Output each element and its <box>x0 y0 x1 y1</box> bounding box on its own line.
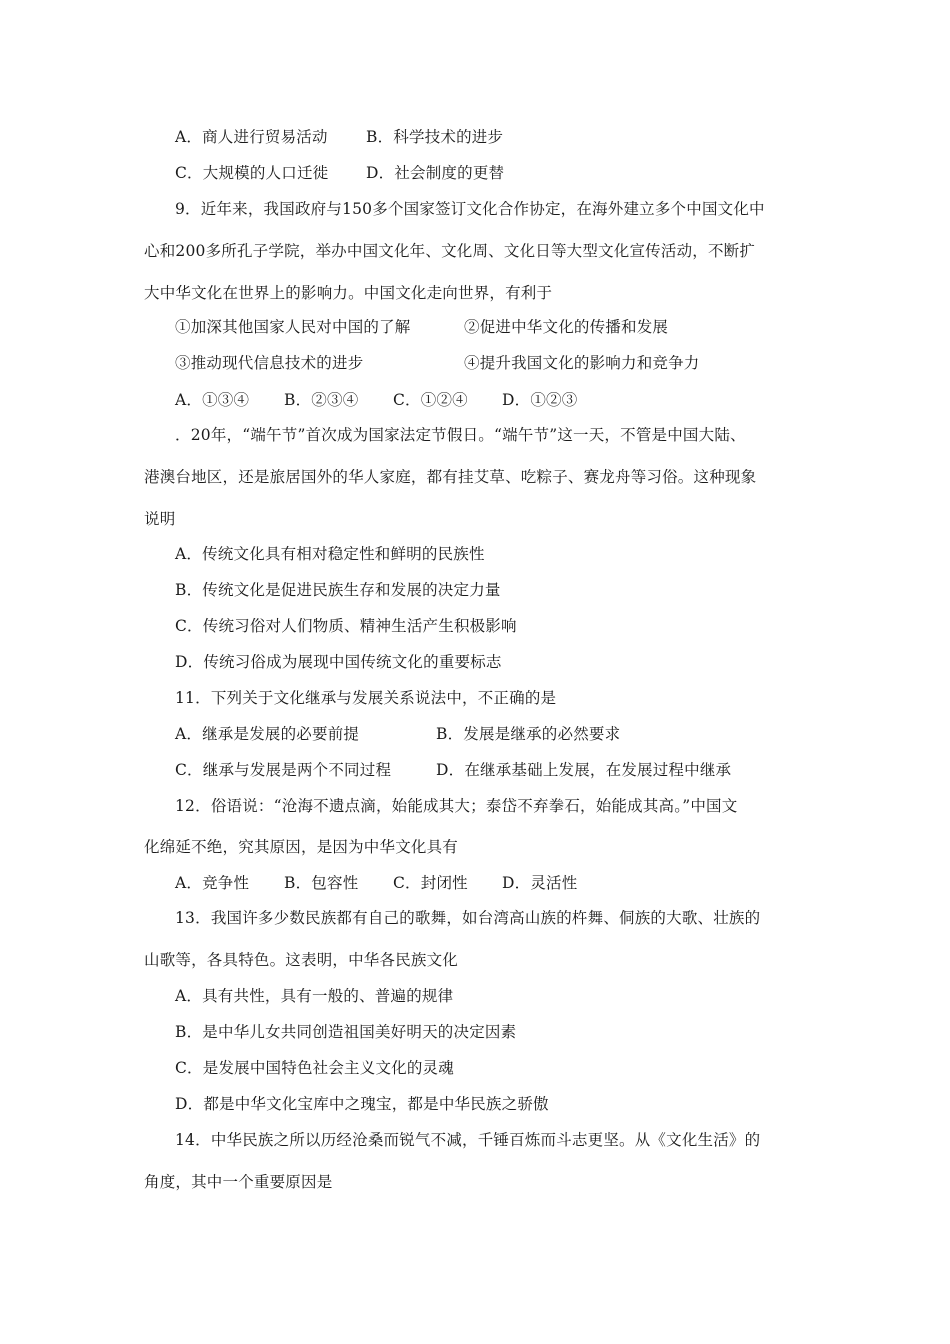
q13-option-a: A．具有共性，具有一般的、普遍的规律 <box>175 987 454 1005</box>
q11-stem-line-1: 11．下列关于文化继承与发展关系说法中，不正确的是 <box>175 689 557 707</box>
q12-option-b: B．包容性 <box>284 874 359 892</box>
q12-option-d: D．灵活性 <box>502 874 578 892</box>
q12-stem-line-1: 12．俗语说：“沧海不遗点滴，始能成其大；泰岱不弃拳石，始能成其高。”中国文 <box>175 797 738 815</box>
q13-option-b: B．是中华儿女共同创造祖国美好明天的决定因素 <box>175 1023 517 1041</box>
q9-stem-line-1: 9．近年来，我国政府与150多个国家签订文化合作协定，在海外建立多个中国文化中 <box>175 200 765 218</box>
q13-stem-line-1: 13．我国许多少数民族都有自己的歌舞，如台湾高山族的杵舞、侗族的大歌、壮族的 <box>175 909 761 927</box>
q8-option-b: B．科学技术的进步 <box>366 128 504 146</box>
q12-option-a: A．竞争性 <box>175 874 250 892</box>
q14-stem-line-1: 14．中华民族之所以历经沧桑而锐气不减，千锤百炼而斗志更坚。从《文化生活》的 <box>175 1131 761 1149</box>
q9-option-d: D．①②③ <box>502 391 578 409</box>
q10-option-a: A．传统文化具有相对稳定性和鲜明的民族性 <box>175 545 485 563</box>
q13-option-c: C．是发展中国特色社会主义文化的灵魂 <box>175 1059 454 1077</box>
q9-item-3: ③推动现代信息技术的进步 <box>175 354 364 372</box>
q11-option-d: D．在继承基础上发展，在发展过程中继承 <box>436 761 732 779</box>
q11-option-a: A．继承是发展的必要前提 <box>175 725 360 743</box>
q9-item-1: ①加深其他国家人民对中国的了解 <box>175 318 411 336</box>
q10-stem-line-1: ．20年，“端午节”首次成为国家法定节假日。“端午节”这一天，不管是中国大陆、 <box>175 426 746 444</box>
q12-option-c: C．封闭性 <box>393 874 468 892</box>
q10-option-d: D．传统习俗成为展现中国传统文化的重要标志 <box>175 653 502 671</box>
q13-stem-line-2: 山歌等，各具特色。这表明，中华各民族文化 <box>144 951 459 969</box>
q10-option-c: C．传统习俗对人们物质、精神生活产生积极影响 <box>175 617 517 635</box>
q9-option-a: A．①③④ <box>175 391 250 409</box>
q9-option-c: C．①②④ <box>393 391 468 409</box>
q8-option-c: C．大规模的人口迁徙 <box>175 164 329 182</box>
q9-item-4: ④提升我国文化的影响力和竞争力 <box>464 354 700 372</box>
q8-option-a: A．商人进行贸易活动 <box>175 128 328 146</box>
q9-stem-line-2: 心和200多所孔子学院，举办中国文化年、文化周、文化日等大型文化宣传活动，不断扩 <box>144 242 756 260</box>
q10-stem-line-2: 港澳台地区，还是旅居国外的华人家庭，都有挂艾草、吃粽子、赛龙舟等习俗。这种现象 <box>144 468 757 486</box>
q10-stem-line-3: 说明 <box>144 510 176 528</box>
q13-option-d: D．都是中华文化宝库中之瑰宝，都是中华民族之骄傲 <box>175 1095 549 1113</box>
q9-option-b: B．②③④ <box>284 391 359 409</box>
q8-option-d: D．社会制度的更替 <box>366 164 505 182</box>
q11-option-c: C．继承与发展是两个不同过程 <box>175 761 392 779</box>
q9-stem-line-3: 大中华文化在世界上的影响力。中国文化走向世界，有利于 <box>144 284 553 302</box>
q10-option-b: B．传统文化是促进民族生存和发展的决定力量 <box>175 581 501 599</box>
q9-item-2: ②促进中华文化的传播和发展 <box>464 318 669 336</box>
q11-option-b: B．发展是继承的必然要求 <box>436 725 621 743</box>
q12-stem-line-2: 化绵延不绝，究其原因，是因为中华文化具有 <box>144 838 459 856</box>
q14-stem-line-2: 角度，其中一个重要原因是 <box>144 1173 333 1191</box>
